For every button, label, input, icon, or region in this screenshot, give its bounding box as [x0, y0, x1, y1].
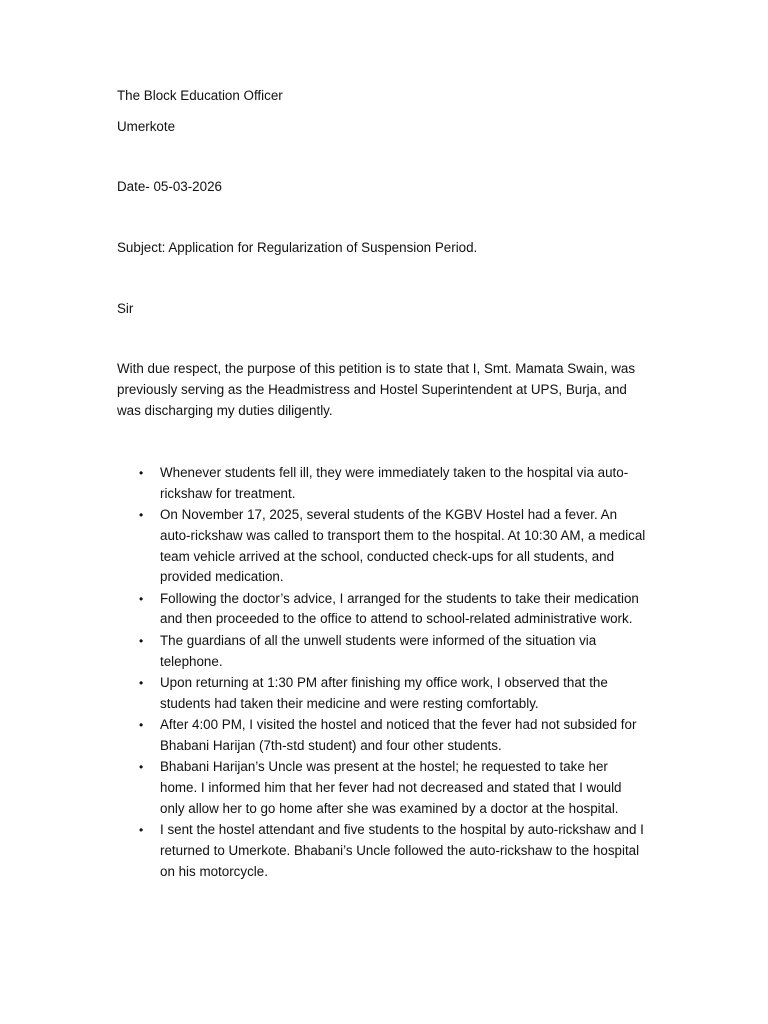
list-item-text: I sent the hostel attendant and five students to the hospital by auto-rickshaw and I returned to Umerkote. Bhabani’s Uncle followed the auto-rickshaw to the hospital on his motorcycle.	[160, 821, 644, 879]
list-item-text: The guardians of all the unwell students were informed of the situation via telephone.	[160, 632, 597, 669]
list-item-text: Whenever students fell ill, they were immediately taken to the hospital via auto-rickshaw for treatment.	[160, 464, 629, 501]
list-item-text: Following the doctor’s advice, I arranged for the students to take their medication and then proceeded to the office to attend to school-related administrative work.	[160, 590, 639, 627]
bullet-icon: •	[139, 465, 144, 480]
list-item	[117, 715, 657, 757]
list-item-text: On November 17, 2025, several students of the KGBV Hostel had a fever. An auto-rickshaw was called to transport them to the hospital. At 10:30 AM, a medical team vehicle arrived at the school, conducted check-ups for all students, and provided medication.	[160, 506, 646, 585]
bullet-icon: •	[139, 822, 144, 837]
points-list	[117, 463, 657, 882]
list-item	[117, 757, 657, 819]
list-item	[117, 505, 657, 588]
bullet-icon: •	[139, 507, 144, 522]
list-item	[117, 589, 657, 631]
intro-paragraph: With due respect, the purpose of this petition is to state that I, Smt. Mamata Swain, was previously serving as the Headmistress and Hostel Superintendent at UPS, Burja, and was discharging my duties diligently.	[117, 361, 636, 419]
bullet-icon: •	[139, 760, 144, 775]
list-item-text: Upon returning at 1:30 PM after finishing my office work, I observed that the students had taken their medicine and were resting comfortably.	[160, 674, 608, 711]
bullet-icon: •	[139, 675, 144, 690]
bullet-icon: •	[139, 717, 144, 732]
recipient-place: Umerkote	[117, 119, 176, 135]
list-item	[117, 463, 657, 505]
letter-subject: Subject: Application for Regularization of Suspension Period.	[117, 239, 478, 255]
bullet-icon: •	[139, 591, 144, 606]
list-item	[117, 820, 657, 882]
salutation: Sir	[117, 300, 134, 316]
list-item-text: Bhabani Harijan’s Uncle was present at the hostel; he requested to take her home. I informed him that her fever had not decreased and stated that I would only allow her to go home after she was examined by a doctor at the hospital.	[160, 759, 622, 816]
letter-date: Date- 05-03-2026	[117, 179, 222, 195]
list-item	[117, 631, 657, 673]
bullet-icon: •	[139, 633, 144, 648]
recipient-title: The Block Education Officer	[117, 88, 283, 103]
letter-page	[117, 86, 657, 883]
list-item	[117, 673, 657, 715]
list-item-text: After 4:00 PM, I visited the hostel and noticed that the fever had not subsided for Bhabani Harijan (7th-std student) and four other students.	[160, 716, 637, 753]
